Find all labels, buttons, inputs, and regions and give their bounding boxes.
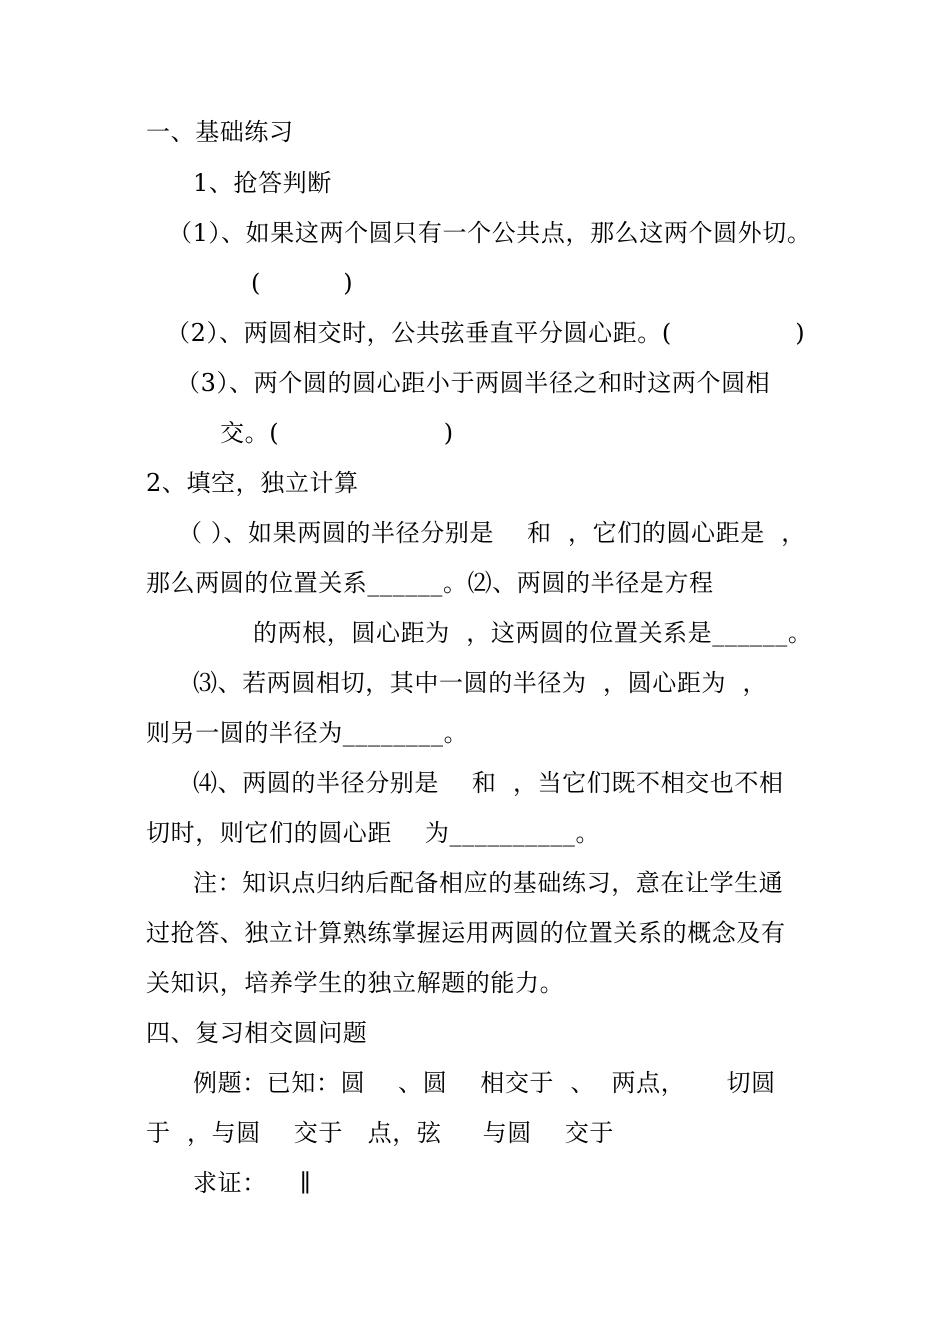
question-2-2-continued: 的两根，圆心距为 ，这两圆的位置关系是______。 bbox=[253, 619, 813, 647]
example-problem-line-2: 于 ，与圆 交于 点，弦 与圆 交于 bbox=[146, 1119, 614, 1147]
question-2-3: ⑶、若两圆相切，其中一圆的半径为 ，圆心距为 ， bbox=[193, 669, 768, 697]
note-paragraph-line-1: 注：知识点归纳后配备相应的基础练习，意在让学生通 bbox=[193, 869, 784, 897]
subheading-quick-judgement: 1、抢答判断 bbox=[193, 169, 332, 197]
question-1-3: （3）、两个圆的圆心距小于两圆半径之和时这两个圆相 bbox=[176, 369, 771, 397]
example-problem-line-1: 例题：已知：圆 、圆 相交于 、 两点， 切圆 bbox=[193, 1069, 776, 1097]
section-heading-review-intersecting-circles: 四、复习相交圆问题 bbox=[146, 1019, 368, 1047]
question-1-3-continued: 交。( ) bbox=[220, 419, 454, 447]
answer-blank-1-1: ( ) bbox=[251, 269, 354, 297]
question-2-3-continued: 则另一圆的半径为________。 bbox=[146, 719, 469, 747]
prove-statement: 求证： ∥ bbox=[193, 1169, 312, 1197]
question-1-2: （2）、两圆相交时，公共弦垂直平分圆心距。( ) bbox=[166, 319, 806, 347]
question-2-4-continued: 切时，则它们的圆心距 为__________。 bbox=[146, 819, 601, 847]
question-2-1: （ ）、如果两圆的半径分别是 和 ，它们的圆心距是 ， bbox=[178, 519, 806, 547]
subheading-fill-in-calculate: 2、填空，独立计算 bbox=[146, 469, 359, 497]
question-2-1-continued: 那么两圆的位置关系______。⑵、两圆的半径是方程 bbox=[146, 569, 714, 597]
note-paragraph-line-2: 过抢答、独立计算熟练掌握运用两圆的位置关系的概念及有 bbox=[146, 919, 786, 947]
question-2-4: ⑷、两圆的半径分别是 和 ，当它们既不相交也不相 bbox=[193, 769, 784, 797]
section-heading-basic-practice: 一、基础练习 bbox=[146, 118, 294, 146]
question-1-1: （1）、如果这两个圆只有一个公共点，那么这两个圆外切。 bbox=[168, 219, 812, 247]
note-paragraph-line-3: 关知识，培养学生的独立解题的能力。 bbox=[146, 969, 565, 997]
